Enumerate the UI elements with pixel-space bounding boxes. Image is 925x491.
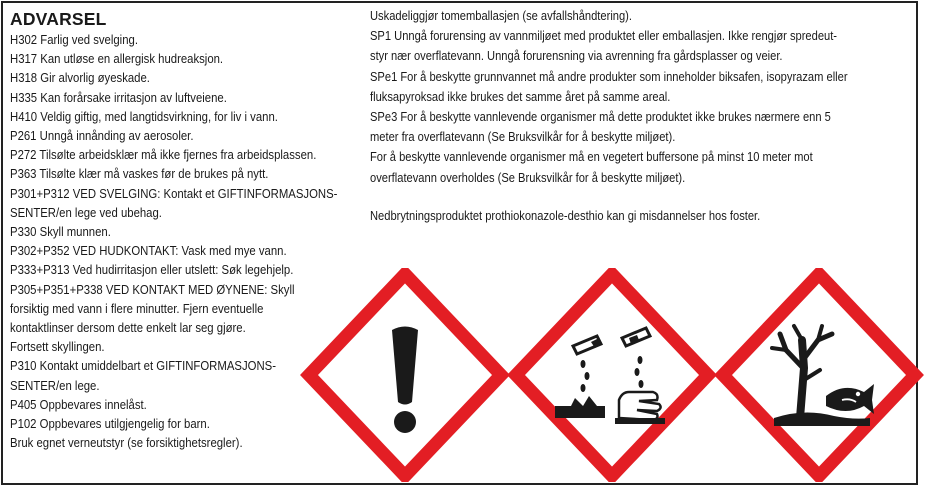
exclamation-mark-icon (300, 268, 510, 482)
statement-line: H318 Gir alvorlig øyeskade. (10, 70, 150, 86)
environment-line: overflatevann overholdes (Se Bruksvilkår for å beskytte miljøet). (370, 169, 686, 185)
statement-line: P310 Kontakt umiddelbart et GIFTINFORMASJONS- (10, 358, 276, 374)
statement-line: P102 Oppbevares utilgjengelig for barn. (10, 416, 210, 432)
corrosion-icon (507, 268, 717, 482)
statement-line: P261 Unngå innånding av aerosoler. (10, 128, 194, 144)
statement-line: P363 Tilsølte klær må vaskes før de brukes på nytt. (10, 166, 269, 182)
statement-line: P301+P312 VED SVELGING: Kontakt et GIFTINFORMASJONS- (10, 185, 338, 201)
statement-line: P405 Oppbevares innelåst. (10, 396, 147, 412)
statement-line: H335 Kan forårsake irritasjon av luftveiene. (10, 89, 227, 105)
environment-line: Uskadeliggjør tomemballasjen (se avfallshåndtering). (370, 8, 633, 23)
ghs-pictograms (300, 268, 920, 482)
statement-line: SENTER/en lege ved ubehag. (10, 204, 162, 220)
signal-word: ADVARSEL (10, 9, 107, 29)
statement-line: P330 Skyll munnen. (10, 224, 111, 240)
environment-line: styr nær overflatevann. Unngå forurensning via avrenning fra gårdsplasser og veier. (370, 48, 783, 64)
statement-line: H317 Kan utløse en allergisk hudreaksjon. (10, 51, 224, 67)
environment-line: meter fra overflatevann (Se Bruksvilkår for å beskytte miljøet). (370, 129, 676, 145)
degradation-note: Nedbrytningsproduktet prothiokonazole-desthio kan gi misdannelser hos foster. (370, 207, 761, 223)
statement-line: Fortsett skyllingen. (10, 339, 105, 355)
environment-line: SPe3 For å beskytte vannlevende organismer må dette produktet ikke brukes nærmere enn 5 (370, 109, 831, 125)
statement-line: P333+P313 Ved hudirritasjon eller utslett: Søk legehjelp. (10, 262, 294, 278)
statement-line: forsiktig med vann i flere minutter. Fjern eventuelle (10, 300, 264, 316)
environment-hazard-icon (714, 268, 924, 482)
statement-line: H302 Farlig ved svelging. (10, 32, 138, 47)
statement-line: H410 Veldig giftig, med langtidsvirkning, for liv i vann. (10, 108, 278, 124)
environmental-statements-column (370, 6, 915, 226)
statement-line: SENTER/en lege. (10, 377, 100, 393)
environment-line: For å beskytte vannlevende organismer må en vegetert buffersone på minst 10 meter mot (370, 149, 813, 165)
statement-line: P305+P351+P338 VED KONTAKT MED ØYNENE: Skyll (10, 281, 295, 297)
statement-line: kontaktlinser dersom dette enkelt lar seg gjøre. (10, 320, 246, 336)
statement-line: P272 Tilsølte arbeidsklær må ikke fjernes fra arbeidsplassen. (10, 147, 317, 163)
statement-line: P302+P352 VED HUDKONTAKT: Vask med mye vann. (10, 243, 287, 259)
statement-line: Bruk egnet verneutstyr (se forsiktighetsregler). (10, 435, 243, 451)
environment-line: SP1 Unngå forurensing av vannmiljøet med produktet eller emballasjen. Ikke rengjør spredeut- (370, 28, 838, 44)
environment-line: fluksapyroksad ikke brukes det samme året på samme areal. (370, 88, 671, 104)
environment-line: SPe1 For å beskytte grunnvannet må andre produkter som inneholder biksafen, isopyrazam eller (370, 68, 848, 84)
